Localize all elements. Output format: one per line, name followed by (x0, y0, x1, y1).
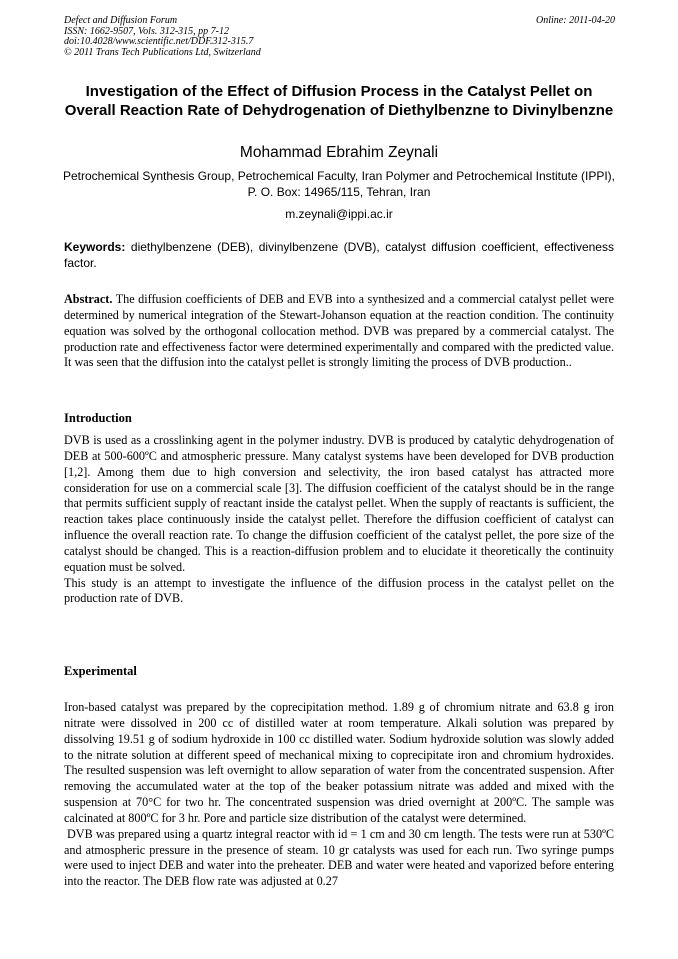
paper-title: Investigation of the Effect of Diffusion Process in the Catalyst Pellet on Overall Reaction Rate of Dehydrogenation of Diethylbenzne to Divinylbenzne (64, 83, 614, 119)
abstract-label: Abstract. (64, 292, 113, 306)
introduction-heading: Introduction (64, 411, 132, 425)
experimental-heading: Experimental (64, 664, 137, 678)
author-affiliation: Petrochemical Synthesis Group, Petrochemical Faculty, Iran Polymer and Petrochemical Institute (IPPI), P. O. Box: 14965/115, Tehran, Iran (63, 169, 615, 199)
keywords-text: diethylbenzene (DEB), divinylbenzene (DVB), catalyst diffusion coefficient, effectiveness factor. (64, 240, 614, 270)
journal-header (64, 16, 261, 58)
author-email: m.zeynali@ippi.ac.ir (285, 207, 393, 221)
experimental-paragraph-1: Iron-based catalyst was prepared by the coprecipitation method. 1.89 g of chromium nitrate and 63.8 g iron nitrate were dissolved in 200 cc of distilled water at room temperature. Alkali solution was prepared by dissolving 19.51 g of sodium hydroxide in 100 cc distilled water. Sodium hydroxide solution was slowly added to the nitrate solution at different speed of mechanical mixing to coprecipitate iron and chromium hydroxides. The resulted suspension was left overnight to allow separation of water from the concentrated suspension. After removing the accumulated water at the top of the beaker potassium nitrate was added and mixed with the suspension at 70°C for two hr. The concentrated suspension was dried overnight at 200ºC. The sample was calcinated at 800ºC for 3 hr. Pore and particle size distribution of the catalyst were determined. (64, 700, 614, 825)
copyright-line: © 2011 Trans Tech Publications Ltd, Switzerland (64, 46, 261, 58)
online-date: Online: 2011-04-20 (536, 15, 615, 26)
experimental-paragraph-2: DVB was prepared using a quartz integral reactor with id = 1 cm and 30 cm length. The tests were run at 530ºC and atmospheric pressure in the presence of steam. 10 gr catalysts was used for each run. Two syringe pumps were used to inject DEB and water into the preheater. DEB and water were heated and vaporized before entering into the reactor. The DEB flow rate was adjusted at 0.27 (64, 826, 614, 889)
doi-line: doi:10.4028/www.scientific.net/DDF.312-315.7 (64, 36, 254, 47)
keywords-section (64, 239, 614, 271)
abstract-text: The diffusion coefficients of DEB and EVB into a synthesized and a commercial catalyst pellet were determined by numerical integration of the Stewart-Johanson equation at the reaction condition. The continuity equation was solved by the orthogonal collocation method. DVB was prepared by a commercial catalyst. The production rate and effectiveness factor were determined experimentally and compared with the predicted value. It was seen that the diffusion into the catalyst pellet is strongly limiting the process of DVB production.. (64, 292, 614, 370)
introduction-paragraph-2: This study is an attempt to investigate the influence of the diffusion process in the catalyst pellet on the production rate of DVB. (64, 575, 614, 606)
experimental-body (64, 700, 614, 890)
issn-line: ISSN: 1662-9507, Vols. 312-315, pp 7-12 (64, 25, 229, 37)
keywords-label: Keywords: (64, 240, 126, 254)
journal-name: Defect and Diffusion Forum (64, 15, 178, 26)
introduction-body (64, 433, 614, 607)
introduction-paragraph-1: DVB is used as a crosslinking agent in the polymer industry. DVB is produced by catalytic dehydrogenation of DEB at 500-600ºC and atmospheric pressure. Many catalyst systems have been developed for DVB production [1,2]. Among them due to high conversion and selectivity, the iron based catalyst has attracted more consideration for use on a commercial scale [3]. The diffusion coefficient of the catalyst should be in the range that permits sufficient supply of reactant inside the catalyst pellet. When the supply of reactants is sufficient, the reaction takes place continuously inside the catalyst pellet. Therefore the diffusion coefficient of catalyst can influence the overall reaction rate. To change the diffusion coefficient of the catalyst pellet, the pore size of the catalyst should be changed. This is a reaction-diffusion problem and to elucidate it theoretically the continuity equation must be solved. (64, 433, 614, 574)
abstract-section (64, 292, 614, 371)
author-name: Mohammad Ebrahim Zeynali (239, 144, 439, 161)
